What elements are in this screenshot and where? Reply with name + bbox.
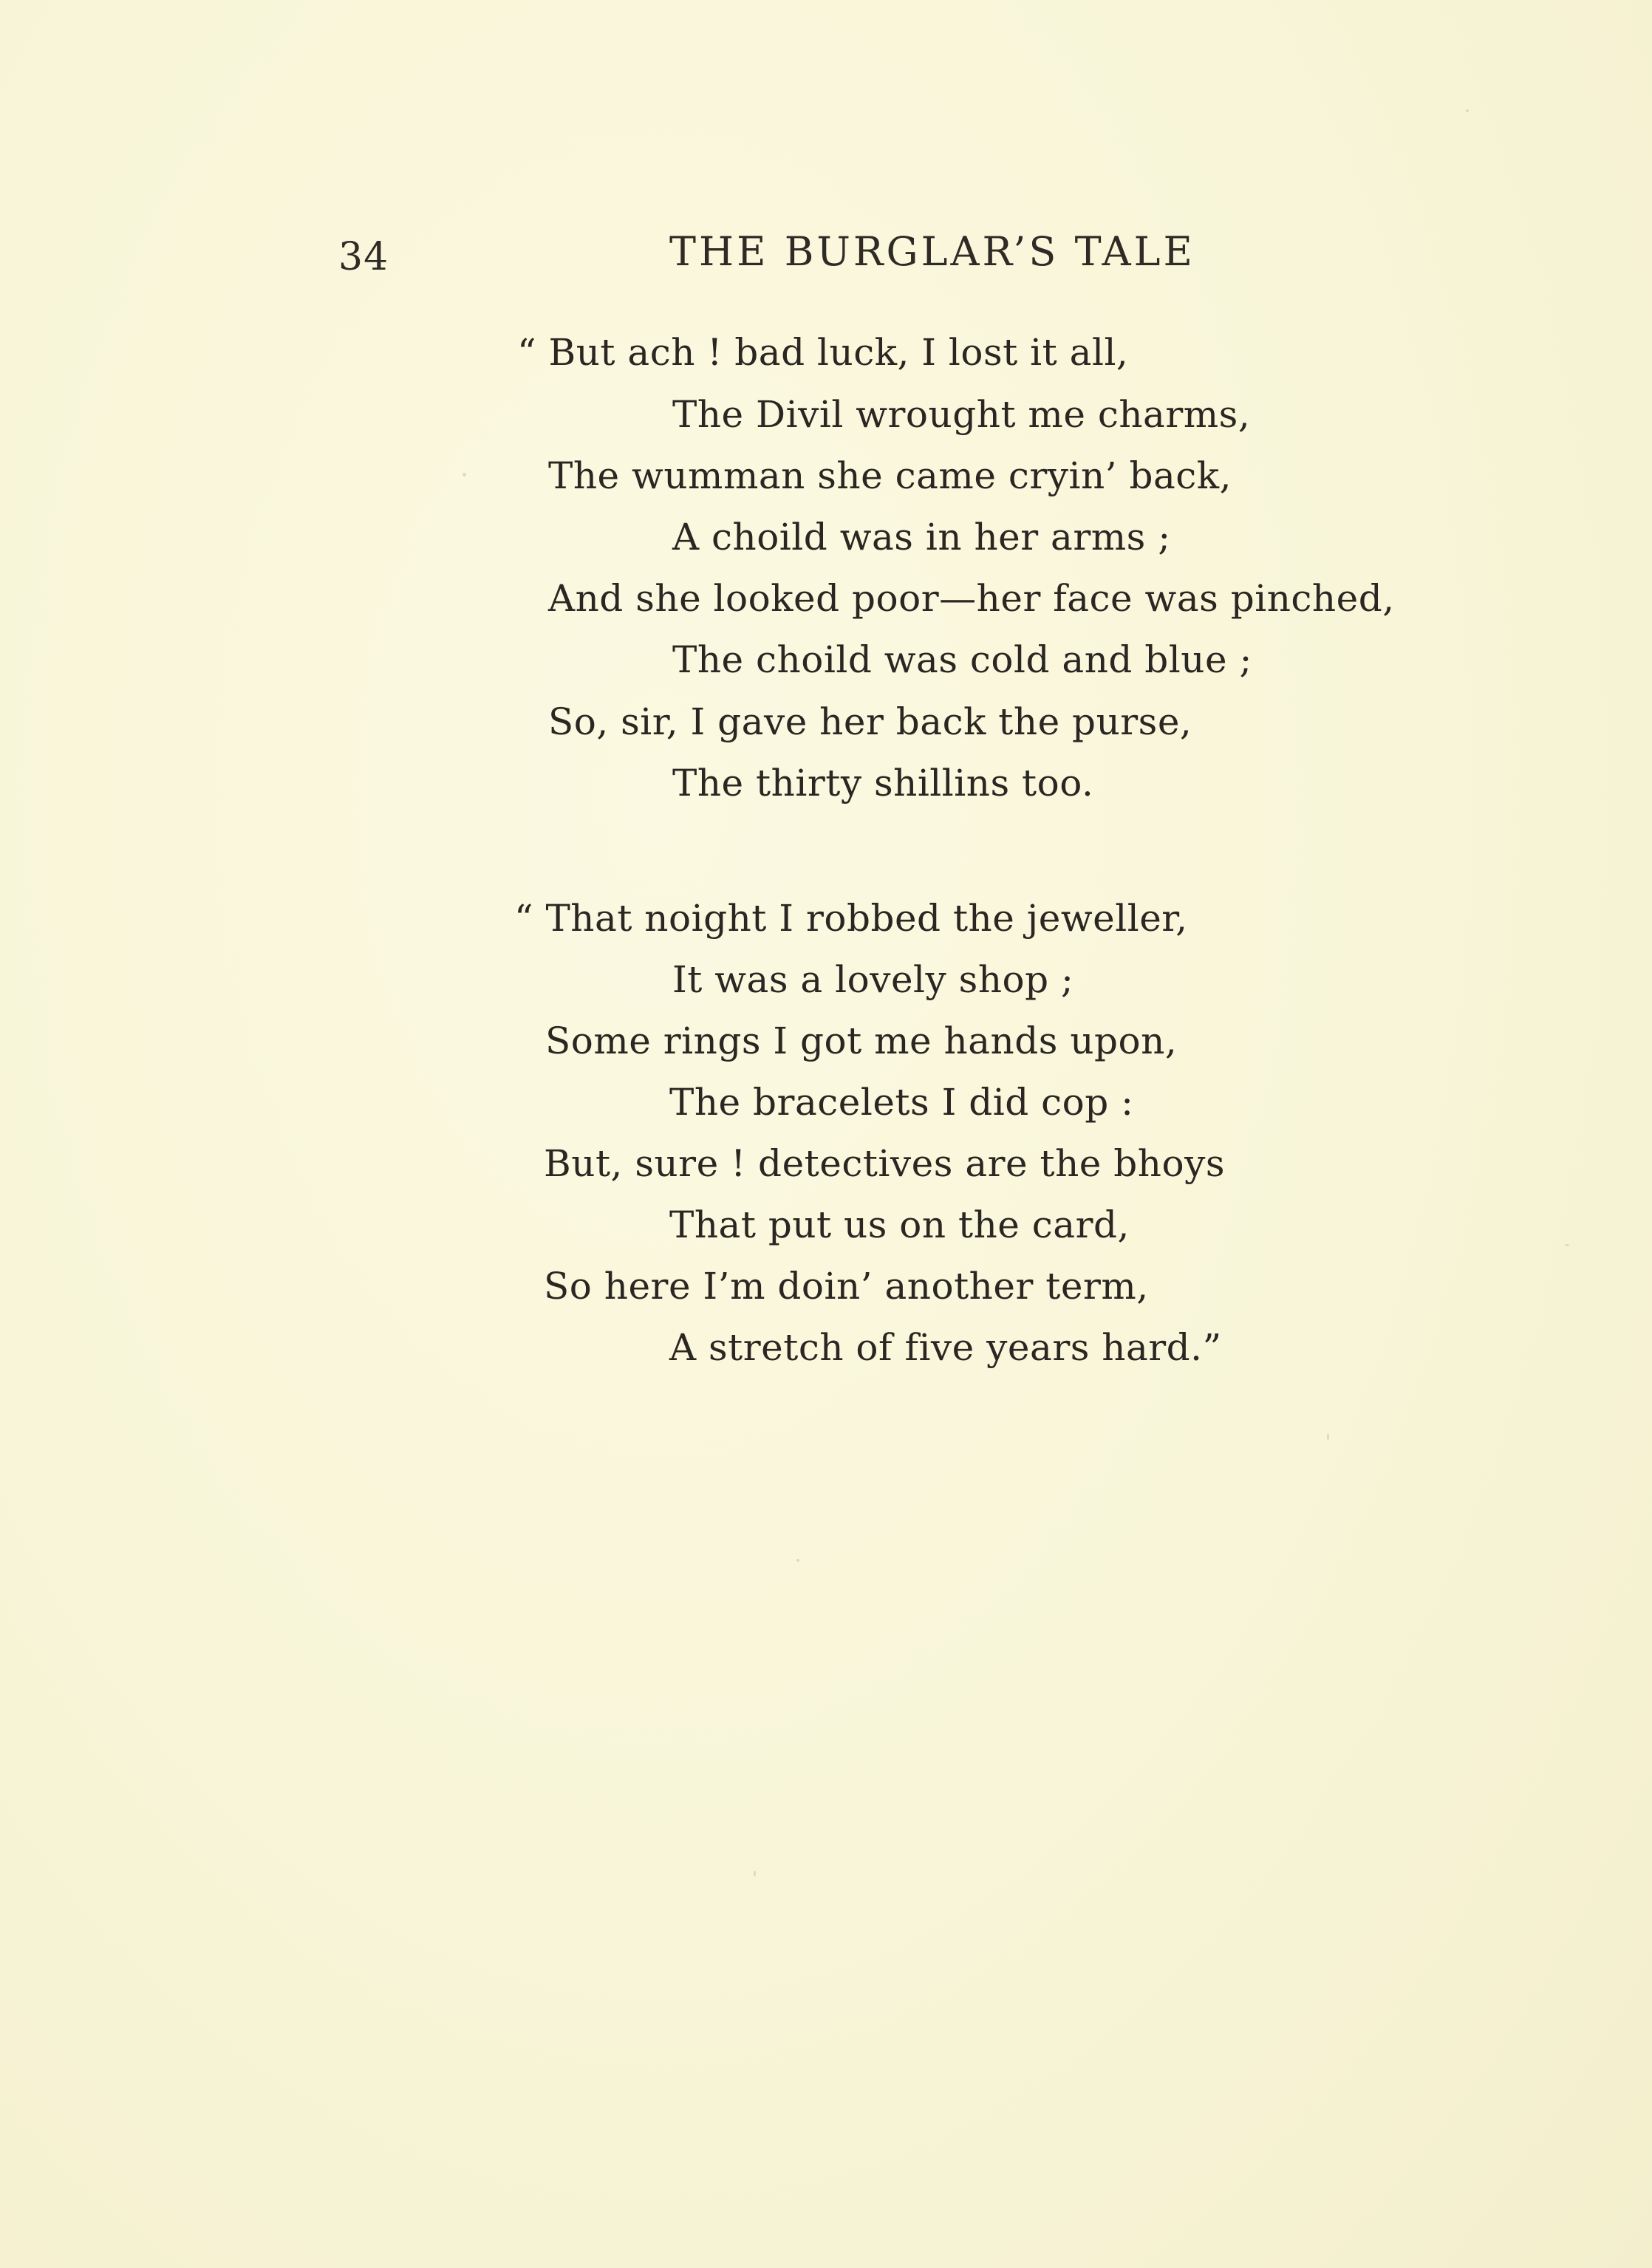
paper-speck bbox=[1565, 1244, 1569, 1246]
poem-line: It was a lovely shop ; bbox=[672, 958, 1074, 1001]
poem-line: “ But ach ! bad luck, I lost it all, bbox=[517, 331, 1129, 374]
poem-line: The Divil wrought me charms, bbox=[672, 393, 1251, 436]
poem-line: But, sure ! detectives are the bhoys bbox=[544, 1142, 1226, 1185]
paper-speck bbox=[1327, 1433, 1329, 1441]
poem-line: A choild was in her arms ; bbox=[672, 516, 1171, 559]
poem-line: And she looked poor—her face was pinched, bbox=[548, 577, 1395, 620]
paper-speck bbox=[796, 1559, 799, 1562]
running-title: THE BURGLAR’S TALE bbox=[669, 228, 1195, 275]
poem-line: So, sir, I gave her back the purse, bbox=[548, 700, 1192, 743]
page-number: 34 bbox=[338, 235, 389, 279]
poem-line: The wumman she came cryin’ back, bbox=[548, 454, 1232, 497]
poem-line: The choild was cold and blue ; bbox=[672, 638, 1252, 681]
poem-line: That put us on the card, bbox=[669, 1203, 1130, 1246]
poem-line: The bracelets I did cop : bbox=[669, 1081, 1134, 1124]
paper-speck bbox=[1466, 109, 1469, 112]
paper-speck bbox=[463, 473, 466, 477]
poem-line: So here I’m doin’ another term, bbox=[544, 1265, 1149, 1308]
poem-line: Some rings I got me hands upon, bbox=[545, 1019, 1178, 1062]
poem-line: “ That noight I robbed the jeweller, bbox=[514, 897, 1188, 940]
poem-line: The thirty shillins too. bbox=[672, 762, 1094, 805]
paper-speck bbox=[754, 1871, 756, 1876]
poem-line: A stretch of five years hard.” bbox=[669, 1326, 1222, 1369]
